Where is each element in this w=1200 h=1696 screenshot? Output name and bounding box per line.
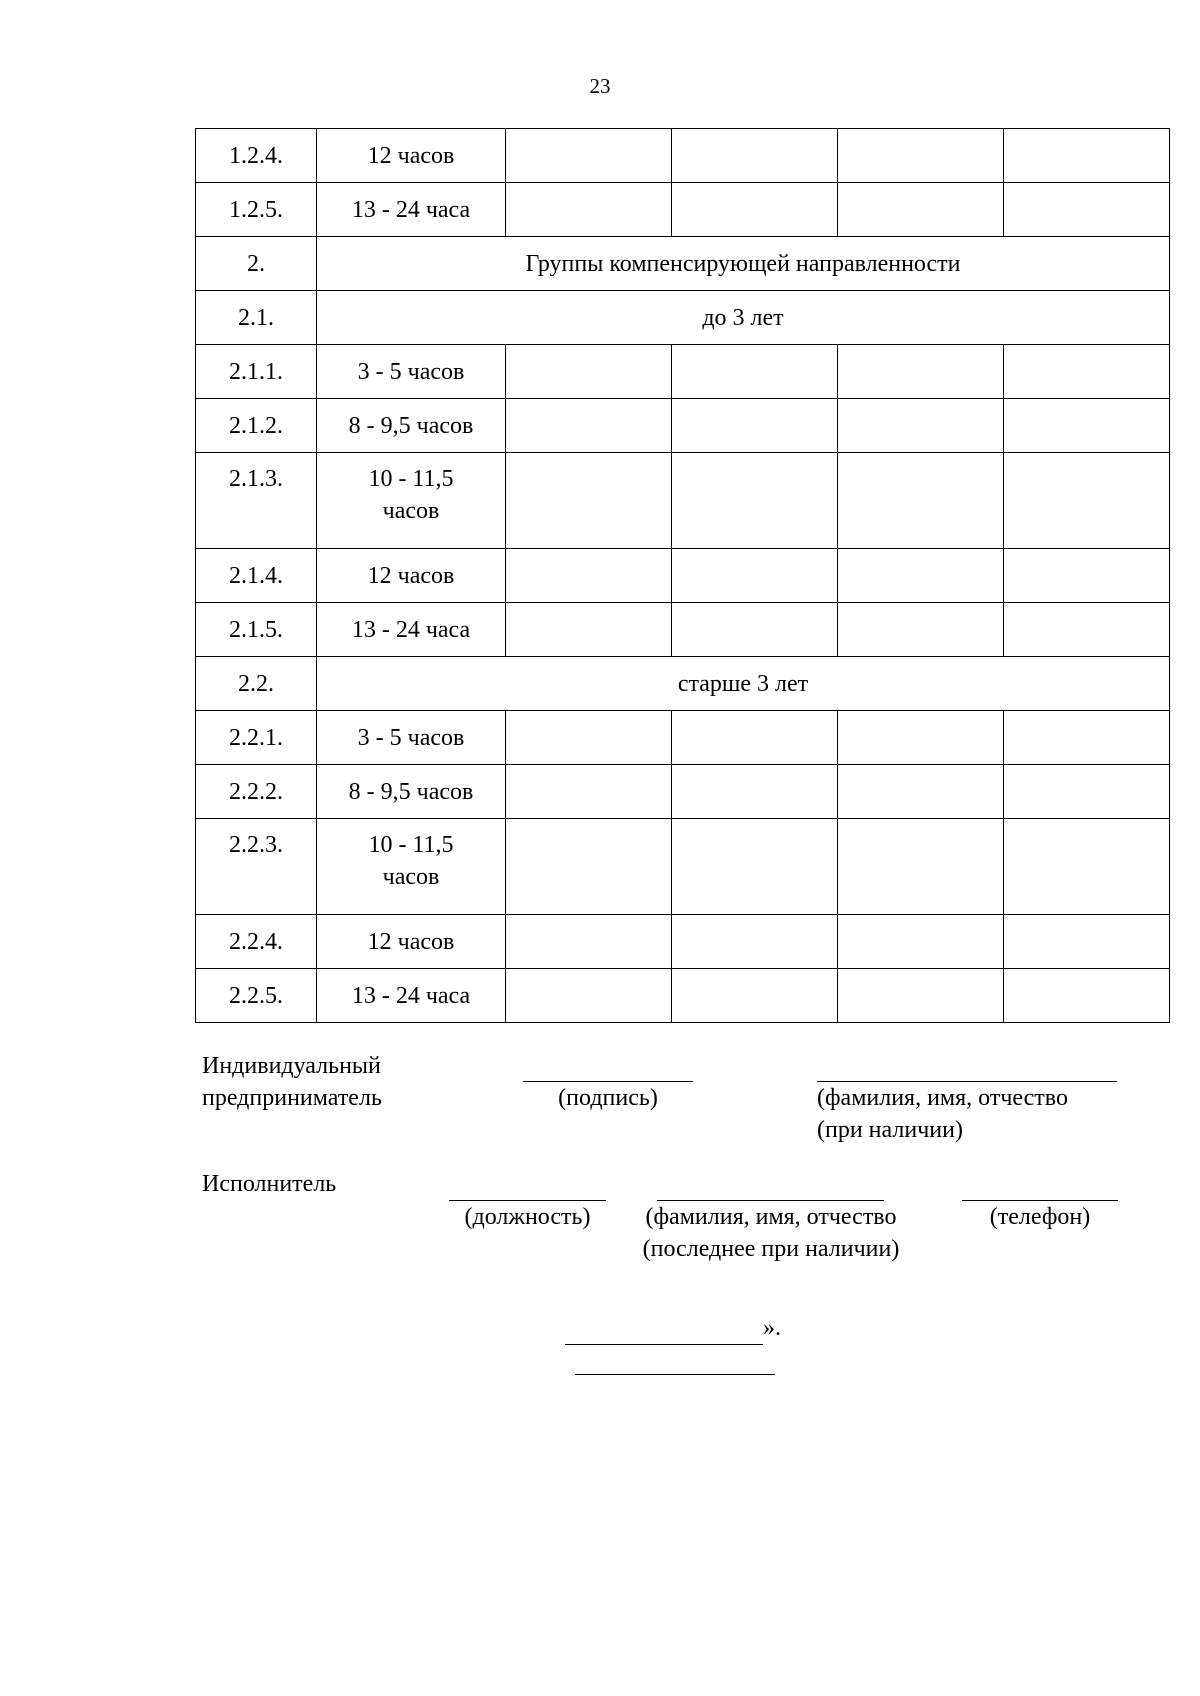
section-row: [196, 237, 1170, 291]
empty-cell: [1004, 603, 1170, 657]
empty-cell: [506, 765, 672, 819]
empty-cell: [672, 549, 838, 603]
row-duration: 12 часов: [317, 129, 506, 183]
empty-cell: [1004, 453, 1170, 549]
table-row: [196, 711, 1170, 765]
empty-cell: [838, 819, 1004, 915]
row-duration: 3 - 5 часов: [317, 345, 506, 399]
row-number: 2.1.4.: [196, 549, 317, 603]
section-title: старше 3 лет: [317, 657, 1170, 711]
table-row: [196, 399, 1170, 453]
row-number: 2.2.5.: [196, 969, 317, 1023]
table-row: [196, 345, 1170, 399]
table-row: [196, 603, 1170, 657]
row-number: 2.1.3.: [196, 453, 317, 549]
row-duration: 13 - 24 часа: [317, 603, 506, 657]
row-number: 2.2.3.: [196, 819, 317, 915]
empty-cell: [506, 603, 672, 657]
row-number: 2.2.2.: [196, 765, 317, 819]
empty-cell: [672, 183, 838, 237]
footer-line: [575, 1374, 775, 1375]
empty-cell: [1004, 819, 1170, 915]
empty-cell: [838, 603, 1004, 657]
row-duration: 13 - 24 часа: [317, 969, 506, 1023]
row-duration-line1: 10 - 11,5: [368, 832, 454, 858]
empty-cell: [672, 399, 838, 453]
empty-cell: [1004, 129, 1170, 183]
empty-cell: [672, 453, 838, 549]
empty-cell: [1004, 183, 1170, 237]
empty-cell: [506, 969, 672, 1023]
empty-cell: [672, 819, 838, 915]
row-duration: [317, 453, 506, 549]
empty-cell: [672, 711, 838, 765]
section-number: 2.1.: [196, 291, 317, 345]
section-row: [196, 657, 1170, 711]
table-row: [196, 765, 1170, 819]
empty-cell: [672, 969, 838, 1023]
table-row: [196, 129, 1170, 183]
empty-cell: [506, 183, 672, 237]
section-title: до 3 лет: [317, 291, 1170, 345]
empty-cell: [672, 603, 838, 657]
empty-cell: [506, 399, 672, 453]
empty-cell: [506, 549, 672, 603]
table-row: [196, 183, 1170, 237]
table-row: [196, 915, 1170, 969]
empty-cell: [1004, 549, 1170, 603]
empty-cell: [506, 345, 672, 399]
empty-cell: [506, 453, 672, 549]
empty-cell: [1004, 399, 1170, 453]
empty-cell: [838, 399, 1004, 453]
empty-cell: [672, 915, 838, 969]
row-duration: 8 - 9,5 часов: [317, 399, 506, 453]
empty-cell: [672, 129, 838, 183]
section-number: 2.: [196, 237, 317, 291]
empty-cell: [838, 345, 1004, 399]
tariff-table: [195, 128, 1170, 1023]
section-title: Группы компенсирующей направленности: [317, 237, 1170, 291]
row-number: 2.1.2.: [196, 399, 317, 453]
name-caption-line1: (фамилия, имя, отчество: [817, 1085, 1068, 1111]
row-duration-line1: 10 - 11,5: [368, 466, 454, 492]
row-number: 1.2.5.: [196, 183, 317, 237]
empty-cell: [1004, 345, 1170, 399]
row-duration-line2: часов: [382, 498, 440, 524]
empty-cell: [838, 129, 1004, 183]
executor-label: Исполнитель: [202, 1171, 337, 1197]
empty-cell: [1004, 969, 1170, 1023]
empty-cell: [1004, 765, 1170, 819]
empty-cell: [506, 915, 672, 969]
row-duration-line2: часов: [382, 864, 440, 890]
name-caption-line2: (при наличии): [817, 1117, 963, 1143]
empty-cell: [672, 345, 838, 399]
empty-cell: [1004, 711, 1170, 765]
row-duration: 12 часов: [317, 915, 506, 969]
empty-cell: [506, 129, 672, 183]
row-duration: [317, 819, 506, 915]
empty-cell: [506, 711, 672, 765]
empty-cell: [838, 915, 1004, 969]
row-duration: 12 часов: [317, 549, 506, 603]
section-row: [196, 291, 1170, 345]
empty-cell: [838, 549, 1004, 603]
row-number: 2.2.4.: [196, 915, 317, 969]
page-number: 23: [589, 74, 611, 98]
row-number: 2.1.5.: [196, 603, 317, 657]
entrepreneur-label-line2: предприниматель: [202, 1085, 382, 1111]
signature-caption: (подпись): [558, 1085, 658, 1111]
row-duration: 3 - 5 часов: [317, 711, 506, 765]
entrepreneur-label-line1: Индивидуальный: [202, 1053, 381, 1079]
empty-cell: [838, 453, 1004, 549]
empty-cell: [838, 711, 1004, 765]
section-number: 2.2.: [196, 657, 317, 711]
empty-cell: [838, 183, 1004, 237]
empty-cell: [838, 765, 1004, 819]
table-row: [196, 453, 1170, 549]
empty-cell: [672, 765, 838, 819]
closing-line: [565, 1344, 763, 1345]
table-row: [196, 549, 1170, 603]
exec-name-caption-line2: (последнее при наличии): [642, 1236, 900, 1262]
row-number: 2.2.1.: [196, 711, 317, 765]
empty-cell: [506, 819, 672, 915]
row-duration: 13 - 24 часа: [317, 183, 506, 237]
table-row: [196, 819, 1170, 915]
phone-caption: (телефон): [989, 1204, 1091, 1230]
row-number: 1.2.4.: [196, 129, 317, 183]
empty-cell: [1004, 915, 1170, 969]
row-duration: 8 - 9,5 часов: [317, 765, 506, 819]
table-row: [196, 969, 1170, 1023]
position-caption: (должность): [464, 1204, 591, 1230]
exec-name-caption-line1: (фамилия, имя, отчество: [645, 1204, 897, 1230]
row-number: 2.1.1.: [196, 345, 317, 399]
closing-mark: ».: [763, 1315, 781, 1341]
empty-cell: [838, 969, 1004, 1023]
